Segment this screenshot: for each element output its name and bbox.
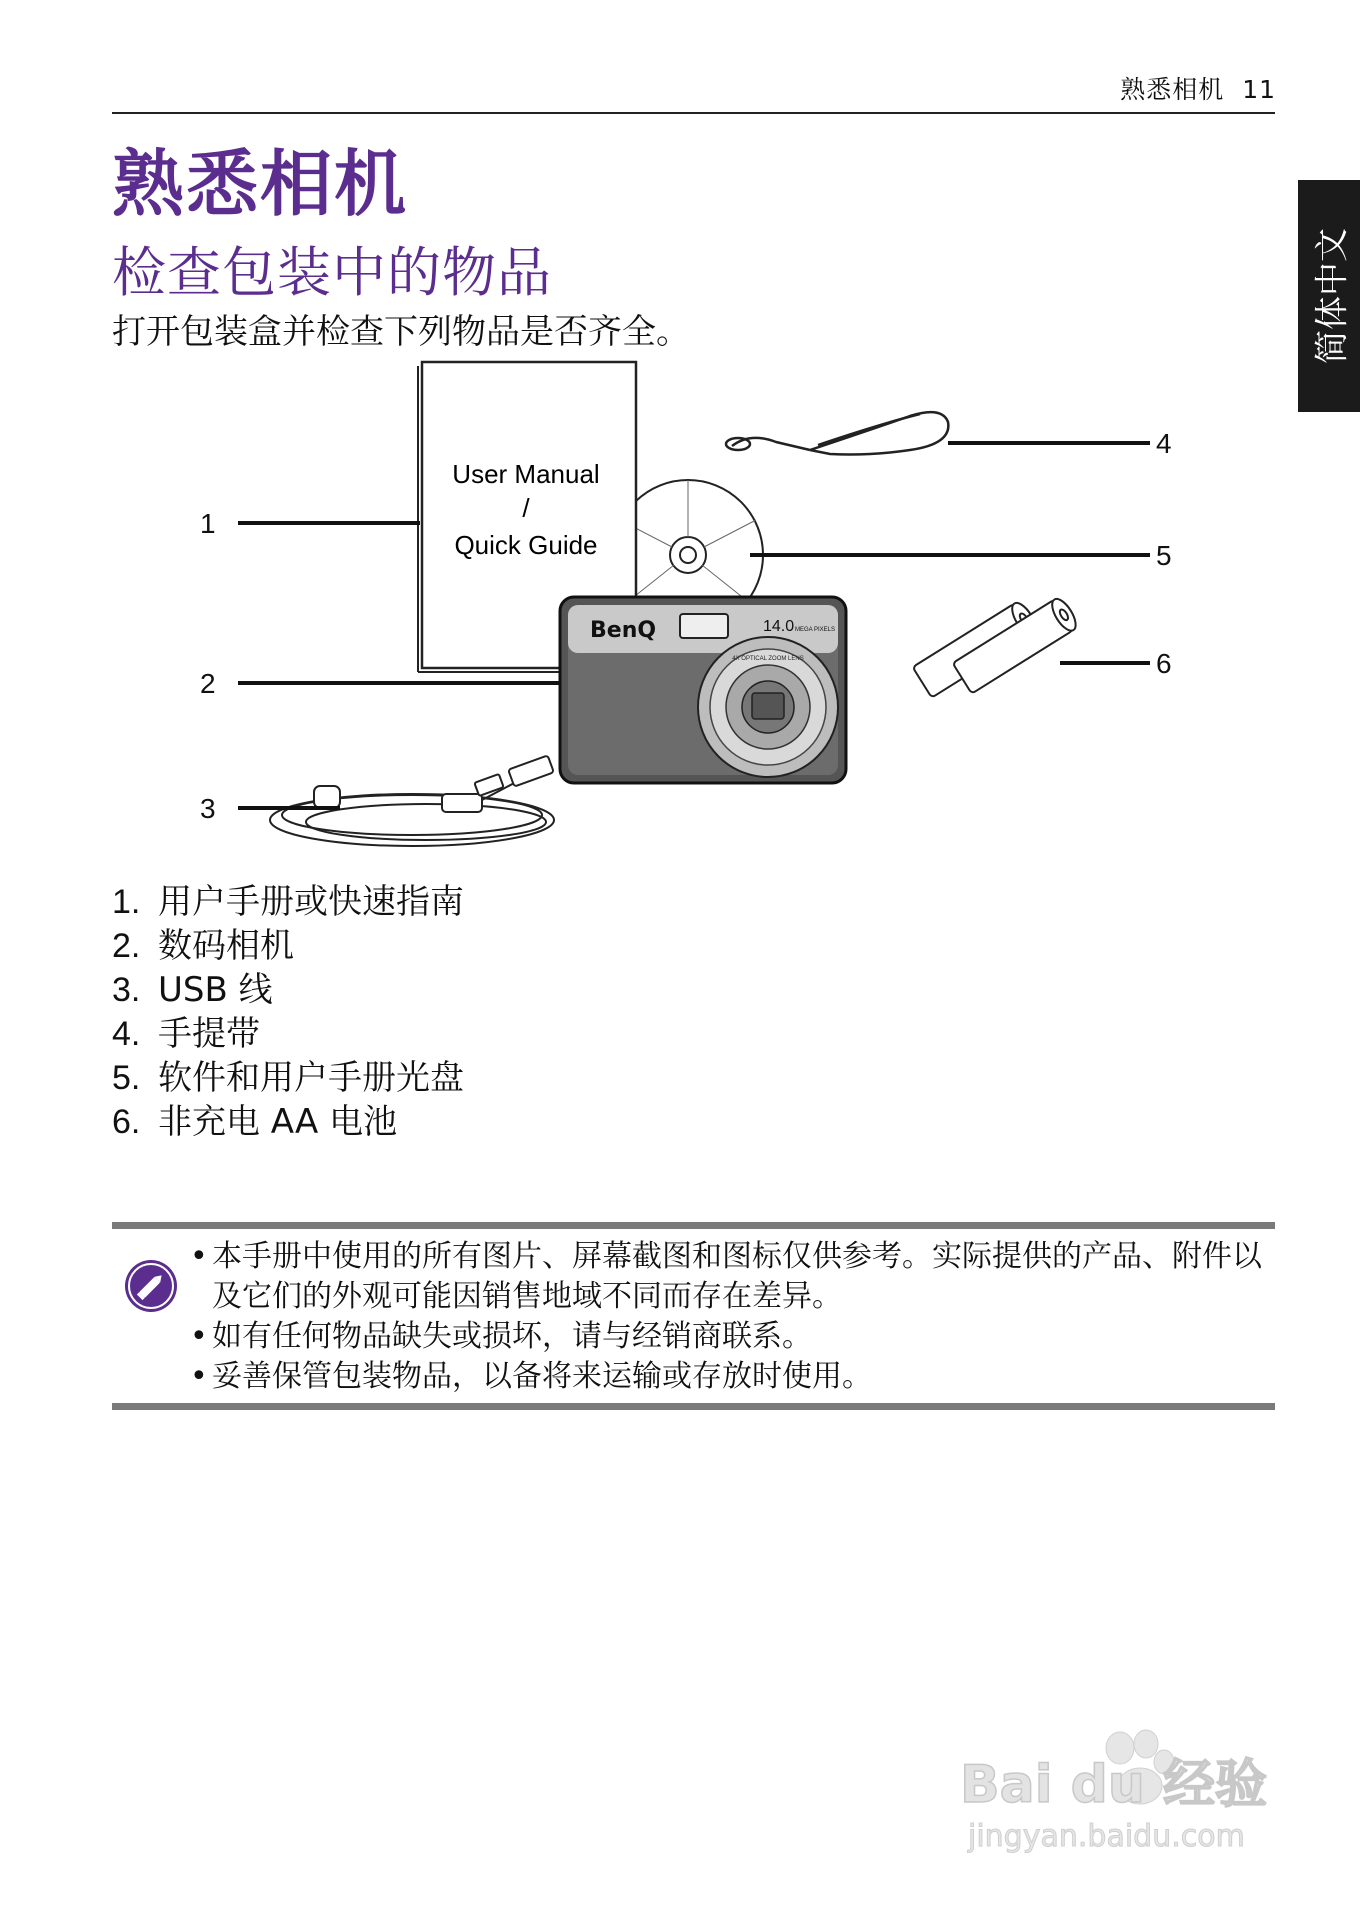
callout-5: 5 [1156, 540, 1172, 571]
pencil-note-icon [124, 1259, 178, 1313]
aa-batteries [913, 595, 1081, 697]
language-tab-label: 简体中文 [1312, 228, 1353, 364]
list-item-number: 6. [112, 1103, 141, 1141]
manual-text-line-1: User Manual [452, 459, 600, 489]
package-item-list [112, 880, 464, 1144]
language-tab [1298, 180, 1360, 412]
note-top-rule [112, 1222, 1275, 1229]
callout-2: 2 [200, 668, 216, 699]
note-bullet: • 如有任何物品缺失或损坏，请与经销商联系。 [190, 1317, 1275, 1357]
watermark-brand: Bai du 经验 [960, 1755, 1267, 1815]
camera-megapixels: 14.0 [763, 618, 795, 635]
header-rule [112, 112, 1275, 114]
list-item-text: 非充电 AA 电池 [158, 1102, 398, 1142]
intro-text: 打开包装盒并检查下列物品是否齐全。 [112, 312, 690, 352]
callout-4: 4 [1156, 428, 1172, 459]
callout-3: 3 [200, 793, 216, 824]
wrist-strap [726, 412, 948, 454]
list-item-number: 2. [112, 927, 141, 965]
watermark-url: jingyan.baidu.com [968, 1819, 1245, 1854]
note-bottom-rule [112, 1403, 1275, 1410]
note-box [112, 1222, 1275, 1410]
header-page-number: 11 [1242, 75, 1276, 104]
callout-6: 6 [1156, 648, 1172, 679]
list-item [112, 924, 464, 968]
list-item-text: 手提带 [158, 1014, 260, 1054]
list-item [112, 1012, 464, 1056]
section-title: 检查包装中的物品 [112, 241, 552, 304]
header-chapter: 熟悉相机 [1120, 75, 1225, 104]
list-item-text: 软件和用户手册光盘 [158, 1058, 464, 1098]
callout-1: 1 [200, 508, 216, 539]
list-item [112, 1100, 464, 1144]
manual-text-line-2: / [522, 493, 530, 523]
page-title: 熟悉相机 [112, 142, 409, 226]
list-item [112, 1056, 464, 1100]
camera-mp-label: MEGA PIXELS [795, 627, 836, 633]
manual-text-line-3: Quick Guide [454, 530, 598, 560]
list-item-number: 3. [112, 971, 141, 1009]
list-item [112, 880, 464, 924]
running-header [1120, 70, 1276, 106]
usb-cable [270, 755, 554, 846]
list-item [112, 968, 464, 1012]
note-bullet-list [190, 1237, 1275, 1397]
list-item-number: 4. [112, 1015, 141, 1053]
list-item-number: 1. [112, 883, 141, 921]
package-contents-illustration [190, 350, 1190, 860]
camera-lens-text: 4X OPTICAL ZOOM LENS [732, 656, 804, 662]
note-bullet: • 本手册中使用的所有图片、屏幕截图和图标仅供参考。实际提供的产品、附件以及它们的外观可能因销售地域不同而存在差异。 [190, 1237, 1275, 1317]
list-item-text: USB 线 [158, 970, 273, 1010]
camera-brand: BenQ [590, 618, 657, 643]
note-bullet: • 妥善保管包装物品，以备将来运输或存放时使用。 [190, 1357, 1275, 1397]
baidu-jingyan-watermark [960, 1710, 1280, 1860]
digital-camera [560, 597, 846, 783]
list-item-text: 数码相机 [158, 926, 294, 966]
list-item-text: 用户手册或快速指南 [158, 882, 464, 922]
list-item-number: 5. [112, 1059, 141, 1097]
